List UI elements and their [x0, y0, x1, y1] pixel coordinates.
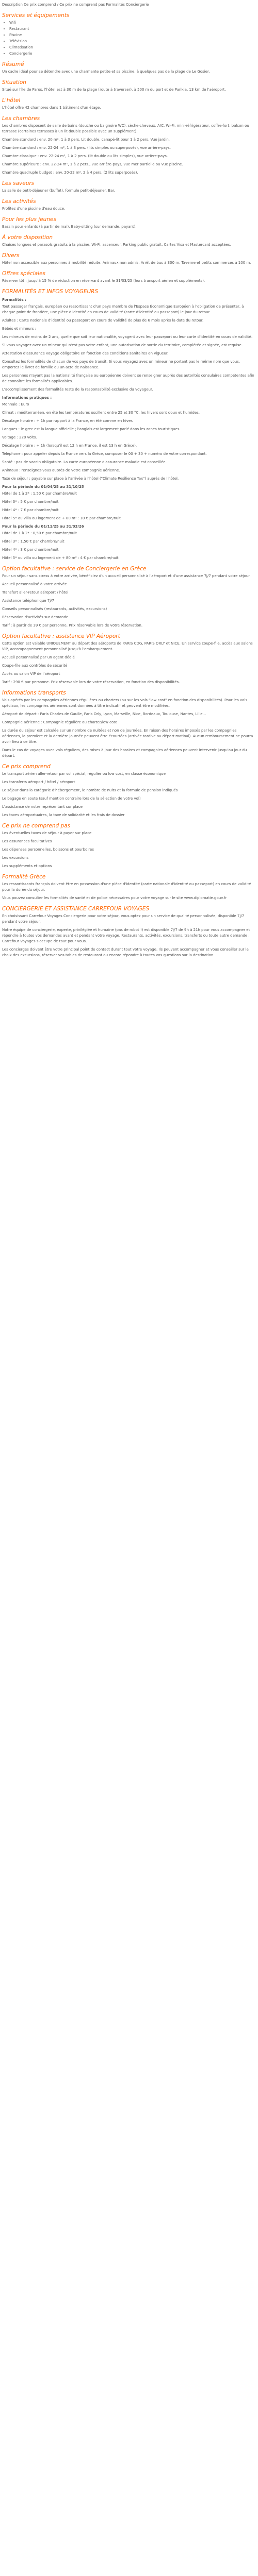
info-item: Santé : pas de vaccin obligatoire. La carte européenne d'assurance maladie est conseillée. — [2, 460, 167, 464]
conciergerie-p1: Notre équipe de conciergerie, experte, privilégiée et humaine (pas de robot !) est disponible 7j/7 de 9h à 21h pour vous accompagner et répondre à toutes vos demandes avant et pendant votre voyage. Restaurants, activités, excursions, transferts ou toute autre demande : Carrefour Voyages s'occupe de tout pour vous. — [2, 928, 250, 943]
formalite-item: Adultes : Carte nationale d'identité ou passeport en cours de validité de plus de 6 mois après la date du retour. — [2, 318, 204, 323]
situation-title: Situation — [2, 79, 26, 86]
formalite-grece-title: Formalité Grèce — [2, 874, 46, 880]
transport-p3: La durée du séjour est calculée sur un nombre de nuitées et non de journées. En raison des horaires imposés par les compagnies aériennes, la première et la dernière journée peuvent être écourtées (arrivée tardive ou départ matinal). Aucun remboursement ne pourra avoir lieu à ce titre. — [2, 728, 253, 744]
non-inclus-item: Les assurances facultatives — [2, 839, 52, 843]
option-transfert-price: Tarif : à partir de 39 € par personne. Prix réservable lors de votre réservation. — [2, 623, 143, 628]
formalites-subtitle: Formalités : — [2, 298, 27, 302]
option-transfert-item: Conseils personnalisés (restaurants, activités, excursions) — [2, 607, 107, 611]
inclus-item: Les taxes aéroportuaires, la taxe de solidarité et les frais de dossier — [2, 813, 125, 817]
conciergerie-text: En choisissant Carrefour Voyages Conciergerie pour votre séjour, vous optez pour un service de qualité personnalisée, disponible 7j/7 pendant votre séjour. — [2, 914, 245, 924]
info-item: Téléphone : pour appeler depuis la France vers la Grèce, composer le 00 + 30 + numéro de votre correspondant. — [2, 452, 207, 456]
info-item: Décalage horaire : + 1h par rapport à la France, en été comme en hiver. — [2, 419, 133, 423]
bases-title: Pour les plus jeunes — [2, 216, 56, 223]
option-vip-item: Coupe-file aux contrôles de sécurité — [2, 664, 68, 668]
activites-text: Profitez d'une piscine d'eau douce. — [2, 207, 66, 211]
period-item: Hôtel de 1 à 2* : 1,50 € par chambre/nuit — [2, 492, 77, 496]
chambre-item: Chambre standard : env. 22-24 m², 1 à 3 pers. (lits simples ou superposés), vue arrière-pays. — [2, 146, 171, 150]
service-item: • Climatisation — [9, 45, 255, 50]
period-item: Hôtel 4* : 3 € par chambre/nuit — [2, 548, 59, 552]
formalite-item: Attestation d'assurance voyage obligatoire en fonction des conditions sanitaires en vigueur. — [2, 351, 169, 355]
option-transfert-item: Transfert aller-retour aéroport / hôtel — [2, 590, 69, 595]
conciergerie-title: CONCIERGERIE ET ASSISTANCE CARREFOUR VOYAGES — [2, 906, 150, 912]
option-transfert-item: Réservation d'activités sur demande — [2, 615, 69, 619]
service-item: • Wifi — [9, 20, 255, 26]
inclus-item: Le transport aérien aller-retour par vol spécial, régulier ou low cost, en classe économique — [2, 772, 166, 776]
service-item: • Télévision — [9, 39, 255, 44]
disposition-text: Chaises longues et parasols gratuits à la piscine, Wi-Fi, ascenseur. Parking public gratuit. Cartes Visa et Mastercard acceptées. — [2, 243, 231, 247]
chambre-item: Chambre classique : env. 22-24 m², 1 à 2 pers. (lit double ou lits simples), vue arrière-pays. — [2, 154, 168, 158]
resume-title: Résumé — [2, 61, 24, 67]
non-inclus-item: Les excursions — [2, 856, 29, 860]
offre-item: Réserver tôt : jusqu'à 15 % de réduction en réservant avant le 31/03/25 (hors transport aérien et suppléments). — [2, 279, 205, 283]
divers-title: Divers — [2, 252, 20, 259]
option-transfert-item: Accueil personnalisé à votre arrivée — [2, 582, 67, 586]
services-list — [2, 20, 255, 57]
chambre-item: Chambre supérieure : env. 22-24 m², 1 à 2 pers., vue arrière-pays, vue mer partielle ou vue piscine. — [2, 162, 183, 166]
service-item: • Piscine — [9, 32, 255, 38]
info-item: Monnaie : Euro — [2, 402, 29, 406]
bases-text: Bassin pour enfants (à partir de mai). Baby-sitting (sur demande, payant). — [2, 225, 137, 229]
option-vip-price: Tarif : 290 € par personne. Prix réservable lors de votre réservation, en fonction des disponibilités. — [2, 680, 180, 684]
formalite-item: Bébés et mineurs : — [2, 327, 37, 331]
chambres-intro: Les chambres disposent de salle de bains (douche ou baignoire WC), sèche-cheveux, A/C, Wi-Fi, mini-réfrigérateur, coffre-fort, balcon ou terrasse (certaines terrasses à un lit double possible avec un supplément). — [2, 124, 249, 133]
conciergerie-p2: Les concierges doivent être votre principal point de contact durant tout votre voyage. Ils peuvent accompagner et vous conseiller sur le choix des excursions, réserver vos tables de restaurant ou encore répondre à toutes vos questions sur la destination. — [2, 947, 249, 957]
option-vip-title: Option facultative : assistance VIP Aéroport — [2, 633, 120, 639]
formalite-grece-text: Les ressortissants français doivent être en possession d'une pièce d'identité (carte nationale d'identité ou passeport) en cours de validité pour la durée du séjour. — [2, 882, 251, 892]
info-item: Décalage horaire : + 1h (lorsqu'il est 12 h en France, il est 13 h en Grèce). — [2, 444, 137, 448]
services-title: Services et équipements — [2, 12, 70, 19]
period-item: Hôtel 5* ou villa ou logement de + 80 m² : 4 € par chambre/nuit — [2, 556, 119, 560]
non-inclus-item: Les dépenses personnelles, boissons et pourboires — [2, 848, 94, 852]
hotel-title: L'hôtel — [2, 97, 21, 104]
infos-title: Informations pratiques : — [2, 396, 52, 400]
offres-title: Offres spéciales — [2, 270, 45, 277]
formalites-title: FORMALITÉS ET INFOS VOYAGEURS — [2, 289, 99, 295]
formalites-p2: Les personnes n'ayant pas la nationalité française ou européenne doivent se renseigner auprès des autorités consulaires compétentes afin de connaître les formalités applicables. — [2, 374, 254, 383]
option-transfert-text: Pour un séjour sans stress à votre arrivée, bénéficiez d'un accueil personnalisé à l'aéroport et d'une assistance 7j/7 pendant votre séjour. — [2, 574, 251, 578]
transport-text: Vols opérés par les compagnies aériennes régulières ou charters (ou sur les vols "low cost" en fonction des disponibilités). Pour les vols spéciaux, les compagnies aériennes sont données à titre indicatif et peuvent être modifiées. — [2, 698, 247, 708]
period-item: Hôtel 3* : 1,50 € par chambre/nuit — [2, 539, 64, 544]
resume-text: Un cadre idéal pour se détendre avec une charmante petite et sa piscine, à quelques pas de la plage de Le Gosier. — [2, 70, 210, 74]
product-description — [0, 0, 258, 966]
option-transfert-title: Option facultative : service de Conciergerie en Grèce — [2, 566, 147, 572]
non-inclus-item: Les éventuelles taxes de séjour à payer sur place — [2, 831, 92, 835]
option-vip-item: Accueil personnalisé par un agent dédié — [2, 655, 75, 659]
transport-title: Informations transports — [2, 690, 66, 696]
formalites-p1: Consultez les formalités de chacun de vos pays de transit. Si vous voyagez avec un mineur ne portant pas le même nom que vous, emportez le livret de famille ou un acte de naissance. — [2, 360, 240, 369]
transport-p1: Aéroport de départ : Paris Charles de Gaulle, Paris Orly, Lyon, Marseille, Nice, Bordeaux, Toulouse, Nantes, Lille... — [2, 712, 206, 716]
option-vip-item: Accès au salon VIP de l'aéroport — [2, 672, 60, 676]
inclus-title: Ce prix comprend — [2, 764, 51, 770]
period-item: Hôtel 4* : 7 € par chambre/nuit — [2, 508, 59, 512]
chambre-item: Chambre quadruple budget : env. 20-22 m², 2 à 4 pers. (2 lits superposés). — [2, 171, 138, 175]
period-item: Hôtel 3* : 5 € par chambre/nuit — [2, 500, 59, 504]
divers-text: Hôtel non accessible aux personnes à mobilité réduite. Animaux non admis. Arrêt de bus à 300 m. Taverne et petits commerces à 100 m. — [2, 261, 251, 265]
hotel-text: L'hôtel offre 42 chambres dans 1 bâtiment d'un étage. — [2, 106, 101, 110]
transport-p4: Dans le cas de voyages avec vols réguliers, des mises à jour des horaires et compagnies aériennes peuvent intervenir jusqu'au jour du départ. — [2, 748, 247, 758]
formalites-intro: Tout passager français, européen ou ressortissant d'un pays membre de l'Espace Économique Européen à l'obligation de présenter, à chaque point de frontière, une pièce d'identité en cours de validité (carte d'identité ou passeport) le jour du retour. — [2, 304, 244, 314]
option-transfert-item: Assistance téléphonique 7j/7 — [2, 599, 54, 603]
chambres-title: Les chambres — [2, 115, 40, 122]
transport-p2: Compagnie aérienne : Compagnie régulière ou charter/low cost — [2, 720, 117, 724]
info-item: Climat : méditerranéen, en été les températures oscillent entre 25 et 30 °C, les hivers sont doux et humides. — [2, 411, 200, 415]
option-vip-text: Cette option est valable UNIQUEMENT au départ des aéroports de PARIS CDG, PARIS ORLY et NICE. Un service coupe-file, accès aux salons VIP, accompagnement personnalisé jusqu'à l'embarquement. — [2, 641, 253, 651]
activites-title: Les activités — [2, 198, 36, 205]
service-item: • Restaurant — [9, 26, 255, 32]
chambre-item: Chambre standard : env. 20 m², 1 à 3 pers. Lit double, canapé-lit pour 1 à 2 pers. Vue jardin. — [2, 138, 170, 142]
period-item: Hôtel 5* ou villa ou logement de + 80 m² : 10 € par chambre/nuit — [2, 516, 121, 520]
formalite-item: Si vous voyagez avec un mineur qui n'est pas votre enfant, une autorisation de sortie du territoire, complétée et signée, est requise. — [2, 343, 243, 347]
info-item: Voltage : 220 volts. — [2, 435, 37, 439]
saveurs-text: La salle de petit-déjeuner (buffet), formule petit-déjeuner. Bar. — [2, 189, 115, 193]
inclus-item: Le bagage en soute (sauf mention contraire lors de la sélection de votre vol) — [2, 796, 141, 801]
non-inclus-title: Ce prix ne comprend pas — [2, 823, 71, 829]
period-title: Pour la période du 01/11/25 au 31/03/26 — [2, 524, 84, 529]
non-inclus-item: Les suppléments et options — [2, 864, 52, 868]
info-item: Langues : le grec est la langue officielle ; l'anglais est largement parlé dans les zones touristiques. — [2, 427, 181, 431]
period-item: Hôtel de 1 à 2* : 0,50 € par chambre/nuit — [2, 531, 77, 535]
inclus-item: Les transferts aéroport / hôtel / aéroport — [2, 780, 75, 784]
situation-text: Situé sur l'île de Paros, l'hôtel est à 30 m de la plage (route à traverser), à 500 m du port et de Parikia, 13 km de l'aéroport. — [2, 88, 226, 92]
formalite-item: Les mineurs de moins de 2 ans, quelle que soit leur nationalité, voyagent avec leur passeport ou leur carte d'identité en cours de validité. — [2, 335, 253, 339]
info-item: Taxe de séjour : payable sur place à l'arrivée à l'hôtel ("Climate Resilience Tax") auprès de l'hôtel. — [2, 477, 179, 481]
formalite-grece-p1: Vous pouvez consulter les formalités de santé et de police nécessaires pour votre voyage sur le site www.diplomatie.gouv.fr — [2, 896, 227, 900]
saveurs-title: Les saveurs — [2, 180, 35, 187]
inclus-item: L'assistance de notre représentant sur place — [2, 805, 83, 809]
inclus-item: Le séjour dans la catégorie d'hébergement, le nombre de nuits et la formule de pension indiqués — [2, 788, 178, 792]
disposition-title: À votre disposition — [2, 234, 53, 241]
period-title: Pour la période du 01/04/25 au 31/10/25 — [2, 485, 84, 489]
formalites-p3: L'accomplissement des formalités reste de la responsabilité exclusive du voyageur. — [2, 387, 153, 392]
info-item: Animaux : renseignez-vous auprès de votre compagnie aérienne. — [2, 468, 120, 472]
service-item: • Conciergerie — [9, 51, 255, 57]
intro-text: Description Ce prix comprend / Ce prix ne comprend pas Formalités Conciergerie — [2, 3, 149, 7]
